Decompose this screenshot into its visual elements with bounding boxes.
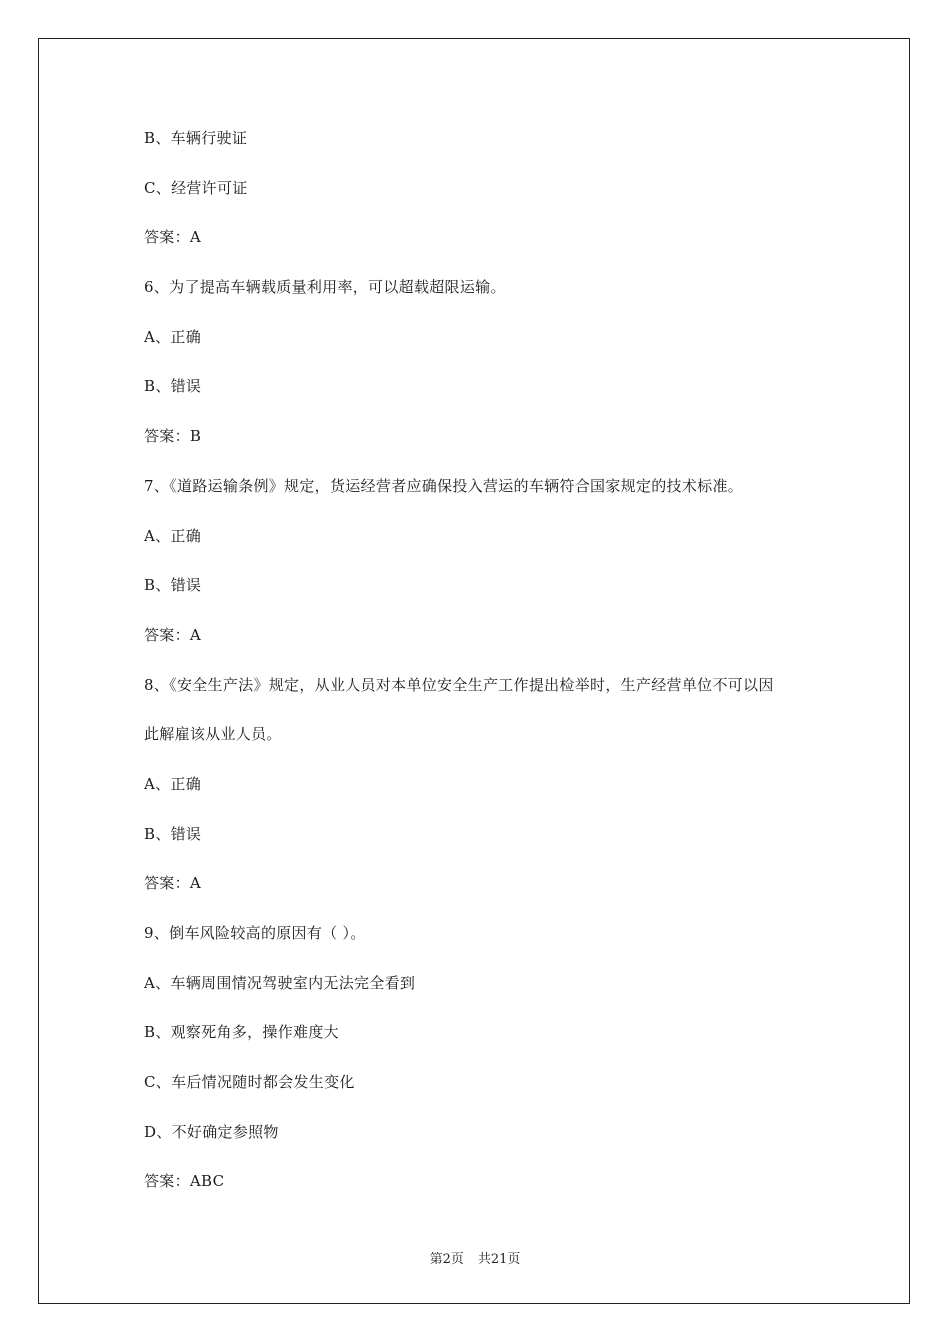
answer-line: 答案：ABC (144, 1172, 225, 1191)
question-6: 6、为了提高车辆载质量利用率，可以超载超限运输。 (144, 278, 506, 297)
question-9: 9、倒车风险较高的原因有（ ）。 (144, 924, 366, 942)
option-d-line: D、不好确定参照物 (144, 1122, 279, 1141)
option-b-line: B、错误 (144, 824, 202, 843)
option-a-line: A、正确 (144, 774, 202, 793)
option-b-line: B、错误 (144, 377, 202, 396)
option-a-line: A、正确 (144, 327, 202, 346)
question-7: 7、《道路运输条例》规定，货运经营者应确保投入营运的车辆符合国家规定的技术标准。 (144, 476, 744, 495)
page-total: 共21页 (477, 1252, 521, 1267)
page-number: 第2页 (429, 1252, 464, 1267)
document-body (144, 126, 824, 1219)
option-a-line: A、车辆周围情况驾驶室内无法完全看到 (144, 973, 416, 992)
option-c-line: C、经营许可证 (144, 178, 248, 197)
option-b-line: B、观察死角多，操作难度大 (144, 1023, 339, 1042)
option-c-line: C、车后情况随时都会发生变化 (144, 1073, 355, 1092)
option-b-line: B、车辆行驶证 (144, 129, 248, 147)
question-8: 8、《安全生产法》规定，从业人员对本单位安全生产工作提出检举时，生产经营单位不可以因 (144, 675, 774, 694)
question-8-continued: 此解雇该从业人员。 (144, 725, 282, 744)
page-footer (0, 1248, 950, 1267)
answer-line: 答案：A (144, 228, 202, 247)
answer-line: 答案：A (144, 874, 202, 893)
answer-line: 答案：B (144, 427, 202, 446)
option-b-line: B、错误 (144, 576, 202, 595)
option-a-line: A、正确 (144, 526, 202, 545)
answer-line: 答案：A (144, 625, 202, 644)
